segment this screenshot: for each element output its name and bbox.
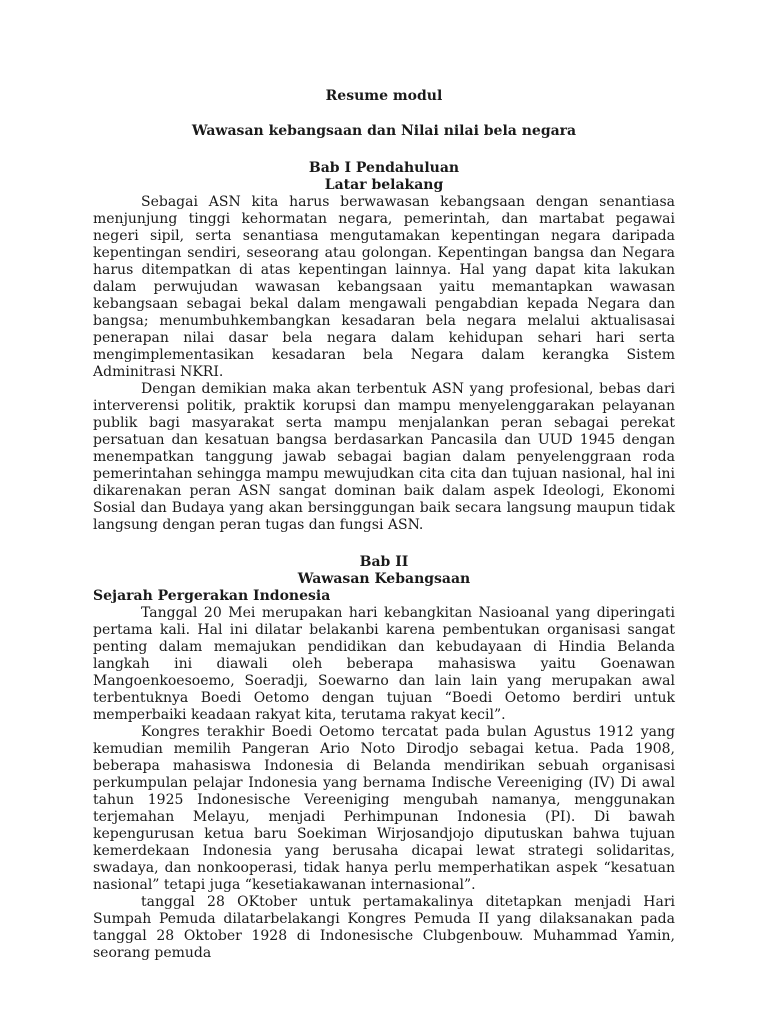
bab1-paragraph-1: Sebagai ASN kita harus berwawasan kebangsaan dengan senantiasa menjunjung tinggi kehormatan negara, pemerintah, dan martabat pegawai negeri sipil, serta senantiasa mengutamakan kepentingan negara daripada kepentingan sendiri, seseorang atau golongan. Kepentingan bangsa dan Negara harus ditempatkan di atas kepentingan lainnya. Hal yang dapat kita lakukan dalam perwujudan wawasan kebangsaan yaitu memantapkan wawasan kebangsaan sebagai bekal dalam mengawali pengabdian kepada Negara dan bangsa; menumbuhkembangkan kesadaran bela negara melalui aktualisasai penerapan nilai dasar bela negara dalam kehidupan sehari hari serta mengimplementasikan kesadaran bela Negara dalam kerangka Sistem Adminitrasi NKRI.	[93, 194, 675, 380]
bab2-heading: Bab II	[359, 554, 409, 570]
bab1-paragraph-2: Dengan demikian maka akan terbentuk ASN yang profesional, bebas dari interverensi politik, praktik korupsi dan mampu menyelenggarakan pelayanan publik bagi masyarakat serta mampu menjalankan peran sebagai perekat persatuan dan kesatuan bangsa berdasarkan Pancasila dan UUD 1945 dengan menempatkan tanggung jawab sebagai bagian dalam penyelenggraan roda pemerintahan sehingga mampu mewujudkan cita cita dan tujuan nasional, hal ini dikarenakan peran ASN sangat dominan baik dalam aspek Ideologi, Ekonomi Sosial dan Budaya yang akan bersinggungan baik secara langsung maupun tidak langsung dengan peran tugas dan fungsi ASN.	[93, 381, 675, 533]
bab1-subheading: Latar belakang	[324, 177, 444, 193]
bab2-paragraph-2: Kongres terakhir Boedi Oetomo tercatat pada bulan Agustus 1912 yang kemudian memilih Pangeran Ario Noto Dirodjo sebagai ketua. Pada 1908, beberapa mahasiswa Indonesia di Belanda mendirikan sebuah organisasi perkumpulan pelajar Indonesia yang bernama Indische Vereeniging (IV) Di awal tahun 1925 Indonesische Vereeniging mengubah namanya, menggunakan terjemahan Melayu, menjadi Perhimpunan Indonesia (PI). Di bawah kepengurusan ketua baru Soekiman Wirjosandjojo diputuskan bahwa tujuan kemerdekaan Indonesia yang berusaha dicapai lewat strategi solidaritas, swadaya, dan nonkooperasi, tidak hanya perlu memperhatikan aspek “kesatuan nasional” tetapi juga “kesetiakawanan internasional”.	[93, 724, 675, 893]
bab2-subheading: Wawasan Kebangsaan	[297, 571, 471, 587]
bab1-heading: Bab I Pendahuluan	[308, 160, 460, 176]
bab2-paragraph-3: tanggal 28 OKtober untuk pertamakalinya ditetapkan menjadi Hari Sumpah Pemuda dilatarbelakangi Kongres Pemuda II yang dilaksanakan pada tanggal 28 Oktober 1928 di Indonesische Clubgenbouw. Muhammad Yamin, seorang pemuda	[93, 894, 675, 961]
bab2-paragraph-1: Tanggal 20 Mei merupakan hari kebangkitan Nasioanal yang diperingati pertama kali. Hal ini dilatar belakanbi karena pembentukan organisasi sangat penting dalam memajukan pendidikan dan kebudayaan di Hindia Belanda langkah ini diawali oleh beberapa mahasiswa yaitu Goenawan Mangoenkoesoemo, Soeradji, Soewarno dan lain lain yang merupakan awal terbentuknya Boedi Oetomo dengan tujuan “Boedi Oetomo berdiri untuk memperbaiki keadaan rakyat kita, terutama rakyat kecil”.	[93, 605, 675, 723]
document-subtitle: Wawasan kebangsaan dan Nilai nilai bela negara	[191, 123, 577, 139]
section-heading-sejarah: Sejarah Pergerakan Indonesia	[93, 588, 331, 604]
document-title: Resume modul	[325, 88, 443, 104]
document-body	[93, 88, 675, 962]
